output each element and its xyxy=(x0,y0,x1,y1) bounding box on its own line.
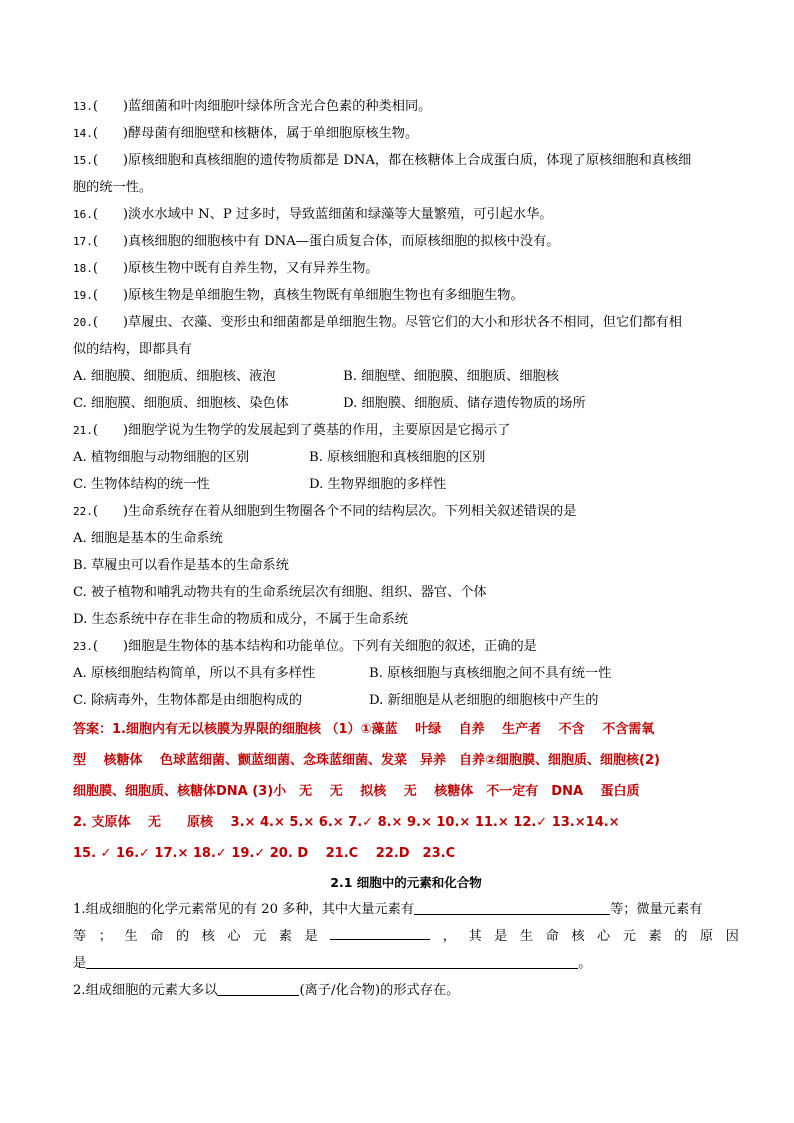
question-number: 21. xyxy=(73,424,93,437)
options-row xyxy=(73,471,739,498)
question-number: 17. xyxy=(73,235,93,248)
question-char: 核 xyxy=(201,929,215,944)
question-text: )细胞学说为生物学的发展起到了奠基的作用，主要原因是它揭示了 xyxy=(122,423,511,438)
question-text: )真核细胞的细胞核中有 DNA—蛋白质复合体，而原核细胞的拟核中没有。 xyxy=(122,234,560,249)
question-char: 生 xyxy=(124,929,138,944)
question-18: 18.( )原核生物中既有自养生物，又有异养生物。 xyxy=(73,261,379,276)
question-char: 是 xyxy=(304,929,318,944)
option-d: D. 新细胞是从老细胞的细胞核中产生的 xyxy=(369,693,599,708)
question-14: 14.( )酵母菌有细胞壁和核糖体，属于单细胞原核生物。 xyxy=(73,126,419,141)
question-char: ， xyxy=(442,929,456,944)
question-17: 17.( )真核细胞的细胞核中有 DNA—蛋白质复合体，而原核细胞的拟核中没有。 xyxy=(73,234,560,249)
option-a: A. 原核细胞结构简单，所以不具有多样性 xyxy=(73,666,316,681)
question-15: 15.( )原核细胞和真核细胞的遗传物质都是 DNA，都在核糖体上合成蛋白质，体现了原核细胞和真核细 xyxy=(73,153,692,168)
options-row xyxy=(73,390,739,417)
question-char: 素 xyxy=(648,929,662,944)
option-a: A. 植物细胞与动物细胞的区别 xyxy=(73,450,250,465)
section-title: 2.1 细胞中的元素和化合物 xyxy=(330,875,482,890)
question-20: 20.( )草履虫、衣藻、变形虫和细菌都是单细胞生物。尽管它们的大小和形状各不相同，但它们都有相 xyxy=(73,315,682,330)
answer-line: 15. ✓ 16.✓ 17.× 18.✓ 19.✓ 20. D 21.C 22.D 23.C xyxy=(73,846,456,861)
question-number: 13. xyxy=(73,100,93,113)
question-text: 1.组成细胞的化学元素常见的有 20 多种，其中大量元素有 xyxy=(73,902,415,917)
option-c: C. 被子植物和哺乳动物共有的生命系统层次有细胞、组织、器官、个体 xyxy=(73,585,487,600)
question-text: 2.组成细胞的元素大多以 xyxy=(73,983,218,998)
question-number: 15. xyxy=(73,154,93,167)
question-13: 13.( )蓝细菌和叶肉细胞叶绿体所含光合色素的种类相同。 xyxy=(73,99,432,114)
option-c: C. 除病毒外，生物体都是由细胞构成的 xyxy=(73,693,303,708)
question-char: 素 xyxy=(278,929,292,944)
options-row xyxy=(73,687,739,714)
question-char: 的 xyxy=(674,929,688,944)
document-page xyxy=(73,93,739,1004)
question-text: )原核生物是单细胞生物，真核生物既有单细胞生物也有多细胞生物。 xyxy=(122,288,524,303)
question-char: 其 xyxy=(468,929,482,944)
option-b: B. 细胞壁、细胞膜、细胞质、细胞核 xyxy=(343,369,559,384)
question-text: (离子/化合物)的形式存在。 xyxy=(299,983,460,998)
question-text: )原核细胞和真核细胞的遗传物质都是 DNA，都在核糖体上合成蛋白质，体现了原核细胞和真核细 xyxy=(122,153,692,168)
question-text: )原核生物中既有自养生物，又有异养生物。 xyxy=(122,261,379,276)
question-number: 16. xyxy=(73,208,93,221)
answer-blank[interactable] xyxy=(330,923,430,940)
option-b: B. 原核细胞和真核细胞的区别 xyxy=(309,450,486,465)
option-b: B. 草履虫可以看作是基本的生命系统 xyxy=(73,558,289,573)
option-d: D. 细胞膜、细胞质、储存遗传物质的场所 xyxy=(343,396,586,411)
fill-in-question-2 xyxy=(73,977,739,1004)
option-b: B. 原核细胞与真核细胞之间不具有统一性 xyxy=(369,666,612,681)
question-char: 的 xyxy=(175,929,190,944)
question-text: )淡水水域中 N、P 过多时，导致蓝细菌和绿藻等大量繁殖，可引起水华。 xyxy=(122,207,553,222)
option-c: C. 细胞膜、细胞质、细胞核、染色体 xyxy=(73,396,289,411)
answer-line: 2. 支原体 无 原核 3.× 4.× 5.× 6.× 7.✓ 8.× 9.× 10.× 11.× 12.✓ 13.×14.× xyxy=(73,815,620,830)
question-number: 14. xyxy=(73,127,93,140)
question-text: 。 xyxy=(578,956,592,971)
fill-in-question-1 xyxy=(73,896,739,923)
question-char: 原 xyxy=(699,929,714,944)
question-char: 心 xyxy=(597,929,611,944)
answer-blank[interactable] xyxy=(217,979,299,996)
option-a: A. 细胞是基本的生命系统 xyxy=(73,531,223,546)
question-number: 19. xyxy=(73,289,93,302)
question-text: )蓝细菌和叶肉细胞叶绿体所含光合色素的种类相同。 xyxy=(122,99,432,114)
option-a: A. 细胞膜、细胞质、细胞核、液泡 xyxy=(73,369,276,384)
question-number: 22. xyxy=(73,505,93,518)
option-c: C. 生物体结构的统一性 xyxy=(73,477,210,492)
question-char: 元 xyxy=(253,929,267,944)
question-number: 23. xyxy=(73,640,93,653)
fill-in-question-1-line3 xyxy=(73,950,739,977)
question-char: 是 xyxy=(494,929,508,944)
fill-in-question-1-line2 xyxy=(73,923,739,950)
answer-blank[interactable] xyxy=(414,898,610,915)
options-row xyxy=(73,444,739,471)
question-char: 命 xyxy=(150,929,164,944)
answer-blank[interactable] xyxy=(86,952,578,969)
question-number: 20. xyxy=(73,316,93,329)
option-d: D. 生物界细胞的多样性 xyxy=(309,477,447,492)
answer-line: 细胞膜、细胞质、核糖体DNA (3)小 无 无 拟核 无 核糖体 不一定有 DNA 蛋白质 xyxy=(73,784,640,799)
question-text: 等；微量元素有 xyxy=(610,902,703,917)
answer-block xyxy=(73,714,739,869)
question-char: 命 xyxy=(545,929,559,944)
question-20-continued: 似的结构，即都具有 xyxy=(73,342,192,357)
question-23: 23.( )细胞是生物体的基本结构和功能单位。下列有关细胞的叙述，正确的是 xyxy=(73,639,537,654)
options-row xyxy=(73,660,739,687)
question-text: )生命系统存在着从细胞到生物圈各个不同的结构层次。下列相关叙述错误的是 xyxy=(122,504,577,519)
question-19: 19.( )原核生物是单细胞生物，真核生物既有单细胞生物也有多细胞生物。 xyxy=(73,288,524,303)
options-row xyxy=(73,363,739,390)
question-text: )酵母菌有细胞壁和核糖体，属于单细胞原核生物。 xyxy=(122,126,419,141)
question-22: 22.( )生命系统存在着从细胞到生物圈各个不同的结构层次。下列相关叙述错误的是 xyxy=(73,504,577,519)
option-d: D. 生态系统中存在非生命的物质和成分，不属于生命系统 xyxy=(73,612,408,627)
question-char: 核 xyxy=(571,929,585,944)
question-text: )草履虫、衣藻、变形虫和细菌都是单细胞生物。尽管它们的大小和形状各不相同，但它们都有相 xyxy=(122,315,682,330)
question-char: 心 xyxy=(227,929,241,944)
question-text: 是 xyxy=(73,956,87,971)
question-16: 16.( )淡水水域中 N、P 过多时，导致蓝细菌和绿藻等大量繁殖，可引起水华。 xyxy=(73,207,553,222)
question-char: ； xyxy=(98,929,112,944)
answer-line: 型 核糖体 色球蓝细菌、颤蓝细菌、念珠蓝细菌、发菜 异养 自养②细胞膜、细胞质、细胞核(2) xyxy=(73,753,660,768)
question-char: 生 xyxy=(519,929,534,944)
question-21: 21.( )细胞学说为生物学的发展起到了奠基的作用，主要原因是它揭示了 xyxy=(73,423,511,438)
question-text: )细胞是生物体的基本结构和功能单位。下列有关细胞的叙述，正确的是 xyxy=(122,639,537,654)
question-number: 18. xyxy=(73,262,93,275)
question-char: 元 xyxy=(622,929,636,944)
question-15-continued: 胞的统一性。 xyxy=(73,180,153,195)
answer-line: 答案：1.细胞内有无以核膜为界限的细胞核 （1）①藻蓝 叶绿 自养 生产者 不含 不含需氧 xyxy=(73,722,655,737)
question-char: 因 xyxy=(725,929,739,944)
question-char: 等 xyxy=(73,929,87,944)
